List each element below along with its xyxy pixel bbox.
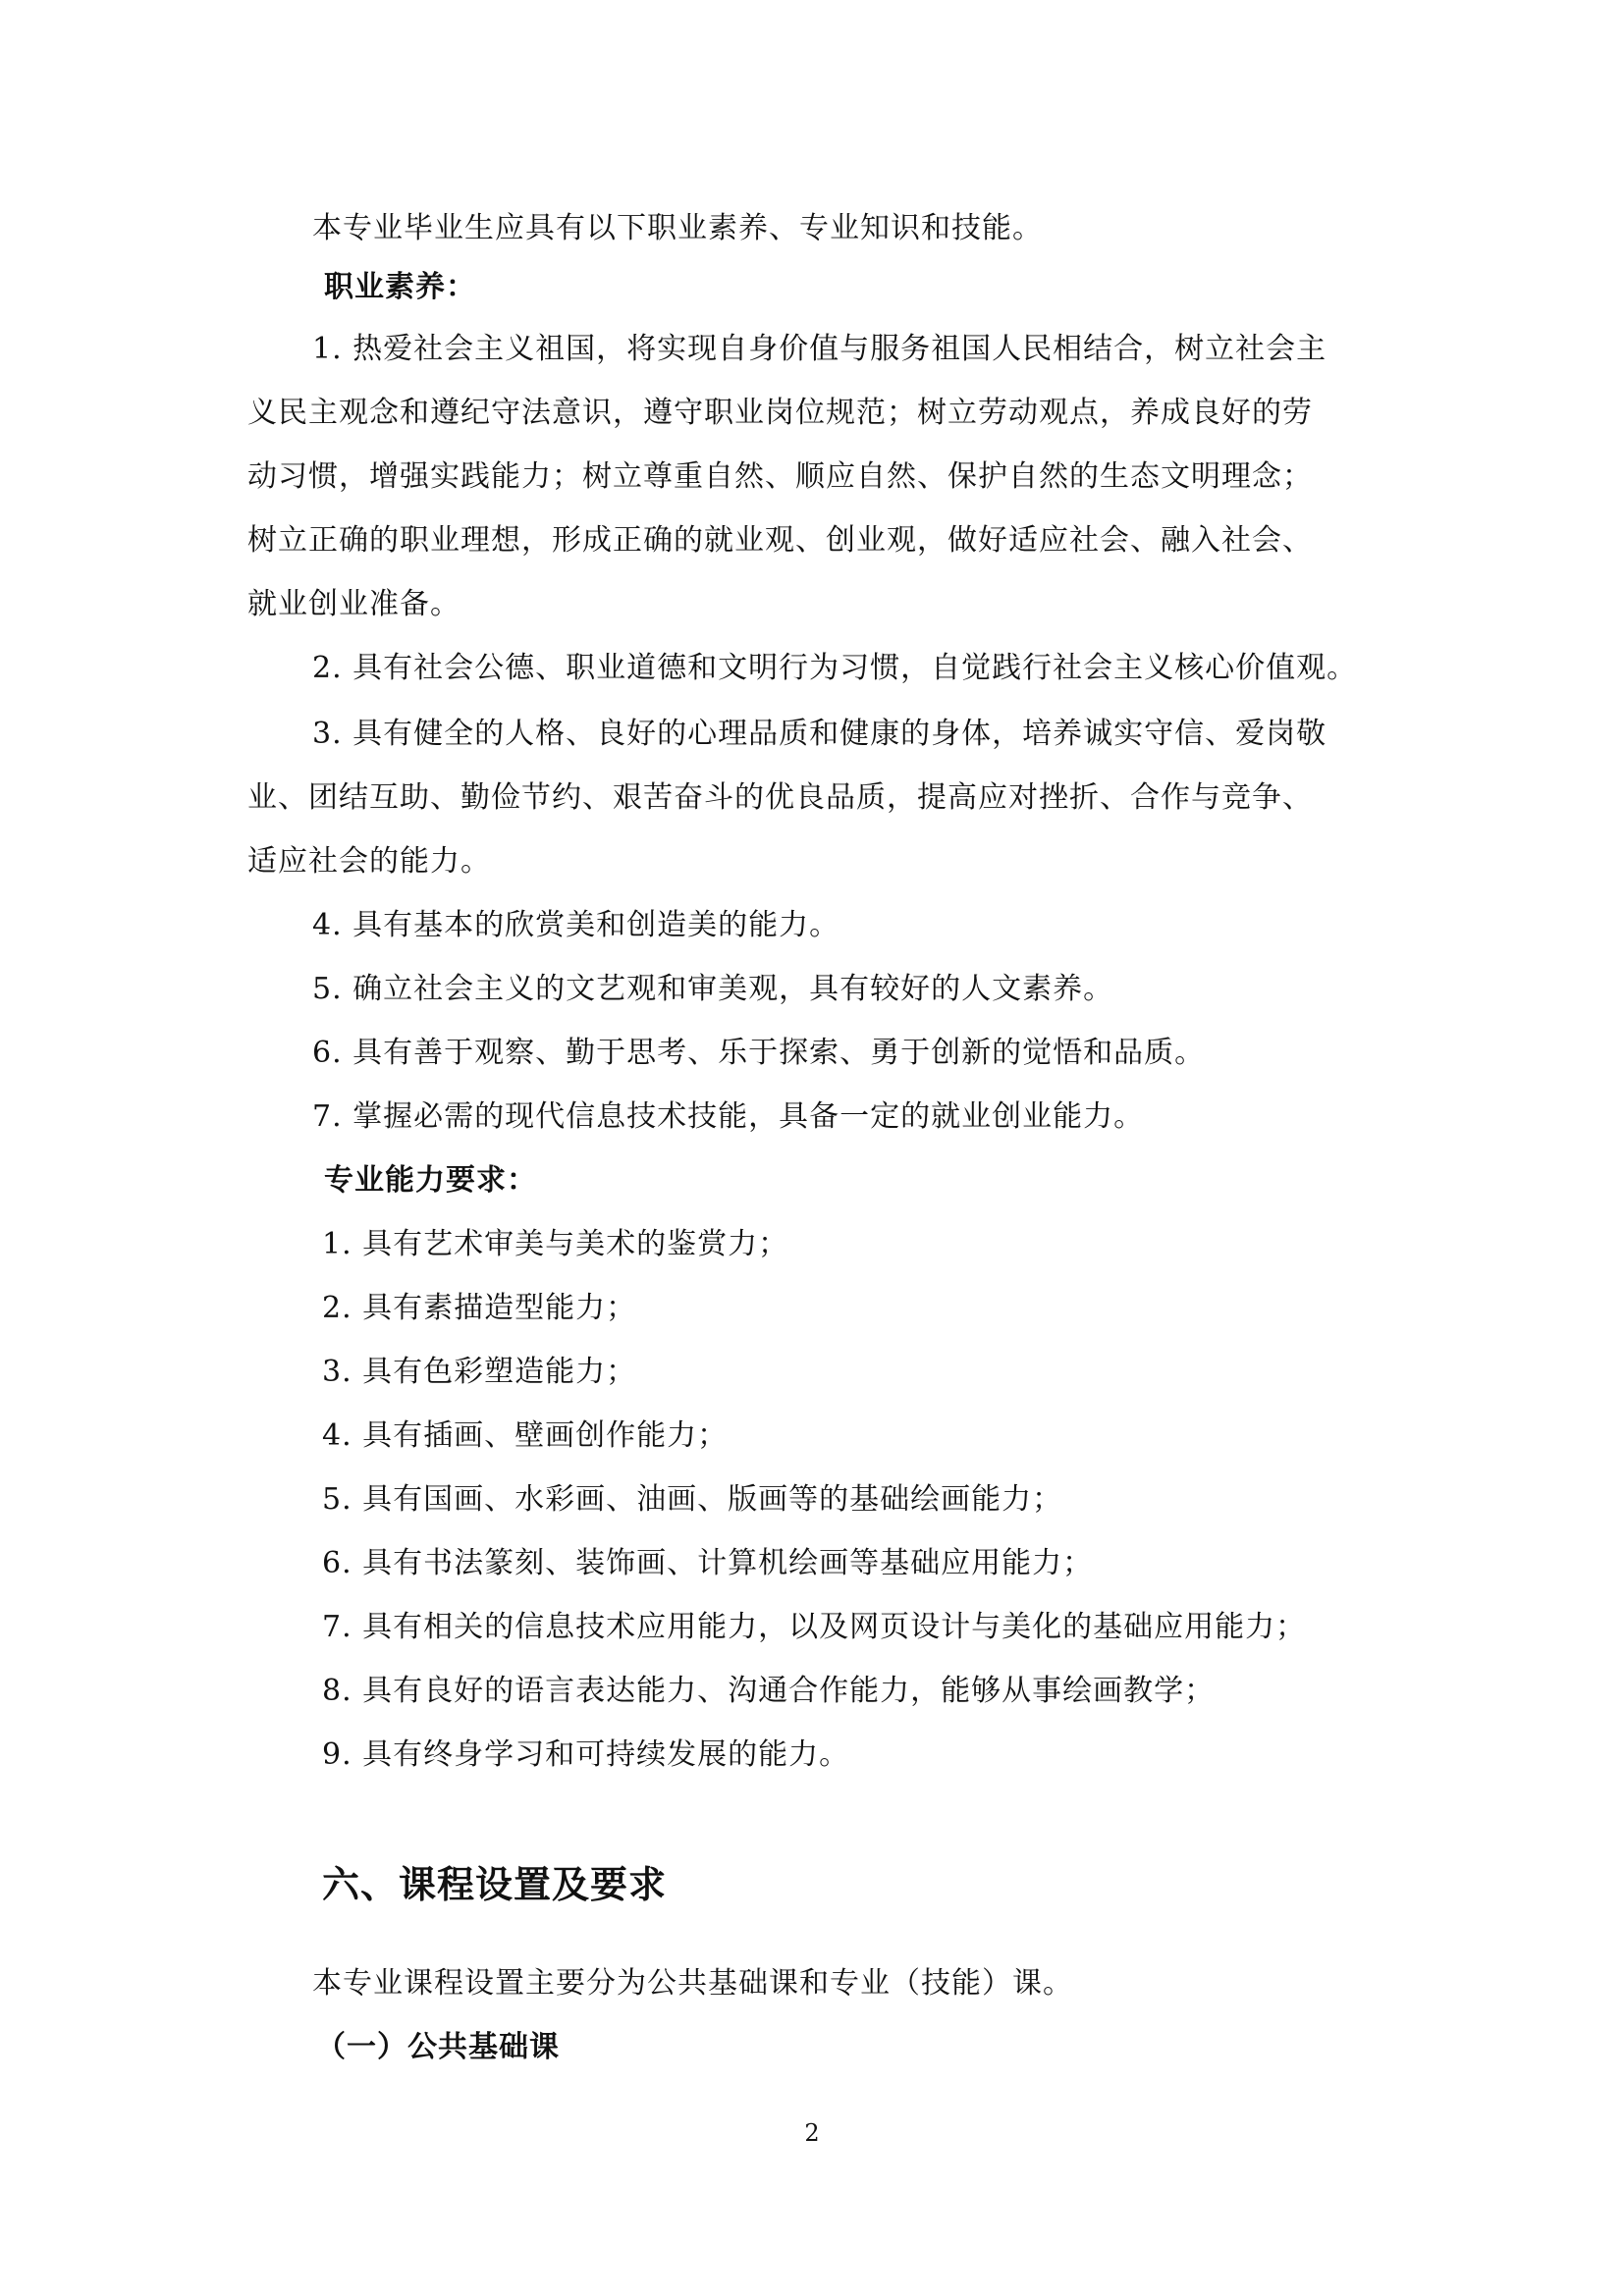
qualities-heading: 职业素养： (324, 270, 476, 304)
quality-item-7: 7. 掌握必需的现代信息技术技能，具备一定的就业创业能力。 (312, 1099, 1145, 1134)
quality-item-3-line-3: 适应社会的能力。 (247, 844, 491, 879)
quality-item-5: 5. 确立社会主义的文艺观和审美观，具有较好的人文素养。 (312, 972, 1114, 1006)
quality-item-1-line-1: 1. 热爱社会主义祖国，将实现自身价值与服务祖国人民相结合，树立社会主 (312, 332, 1327, 366)
abilities-heading: 专业能力要求： (324, 1163, 537, 1198)
section-6-intro: 本专业课程设置主要分为公共基础课和专业（技能）课。 (312, 1966, 1073, 2001)
intro-paragraph: 本专业毕业生应具有以下职业素养、专业知识和技能。 (312, 211, 1043, 245)
ability-item-6: 6. 具有书法篆刻、装饰画、计算机绘画等基础应用能力； (322, 1546, 1094, 1580)
ability-item-8: 8. 具有良好的语言表达能力、沟通合作能力，能够从事绘画教学； (322, 1674, 1216, 1708)
ability-item-9: 9. 具有终身学习和可持续发展的能力。 (322, 1737, 850, 1772)
quality-item-1-line-2: 义民主观念和遵纪守法意识，遵守职业岗位规范；树立劳动观点，养成良好的劳 (247, 396, 1313, 430)
quality-item-3-line-2: 业、团结互助、勤俭节约、艰苦奋斗的优良品质，提高应对挫折、合作与竞争、 (247, 780, 1313, 815)
quality-item-6: 6. 具有善于观察、勤于思考、乐于探索、勇于创新的觉悟和品质。 (312, 1036, 1206, 1070)
ability-item-7: 7. 具有相关的信息技术应用能力，以及网页设计与美化的基础应用能力； (322, 1610, 1307, 1644)
quality-item-4: 4. 具有基本的欣赏美和创造美的能力。 (312, 908, 840, 942)
ability-item-3: 3. 具有色彩塑造能力； (322, 1355, 637, 1389)
ability-item-1: 1. 具有艺术审美与美术的鉴赏力； (322, 1227, 789, 1261)
section-6-title: 六、课程设置及要求 (322, 1863, 668, 1906)
quality-item-1-line-4: 树立正确的职业理想，形成正确的就业观、创业观，做好适应社会、融入社会、 (247, 523, 1313, 558)
quality-item-1-line-5: 就业创业准备。 (247, 587, 460, 621)
quality-item-1-line-3: 动习惯，增强实践能力；树立尊重自然、顺应自然、保护自然的生态文明理念； (247, 459, 1313, 494)
ability-item-2: 2. 具有素描造型能力； (322, 1291, 637, 1325)
ability-item-4: 4. 具有插画、壁画创作能力； (322, 1418, 729, 1453)
quality-item-3-line-1: 3. 具有健全的人格、良好的心理品质和健康的身体，培养诚实守信、爱岗敬 (312, 717, 1327, 751)
ability-item-5: 5. 具有国画、水彩画、油画、版画等的基础绘画能力； (322, 1482, 1063, 1517)
quality-item-2: 2. 具有社会公德、职业道德和文明行为习惯，自觉践行社会主义核心价值观。 (312, 651, 1358, 685)
section-6-subheading: （一）公共基础课 (316, 2030, 560, 2064)
page-number: 2 (804, 2119, 820, 2147)
